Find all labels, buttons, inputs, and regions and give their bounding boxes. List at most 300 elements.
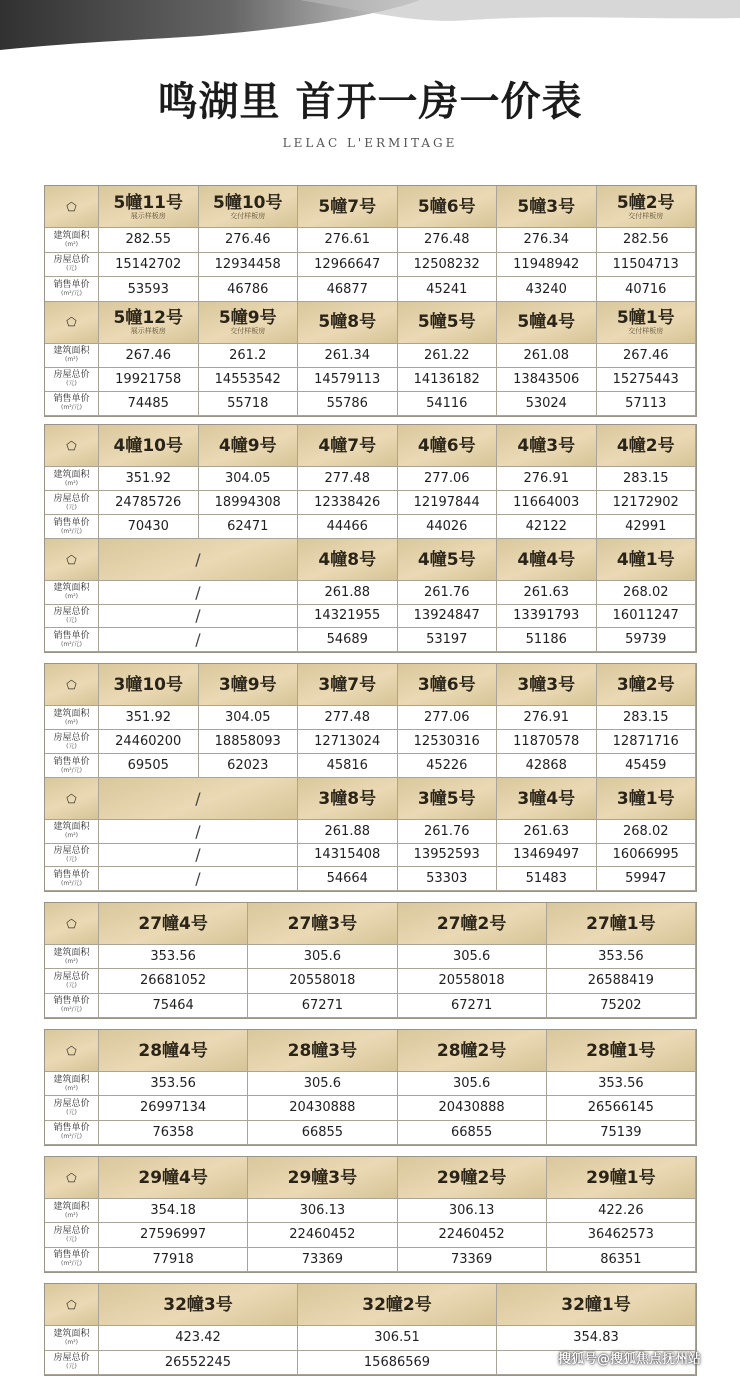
row-label-text: 建筑面积 [53,469,90,480]
unit-price-row [45,515,696,539]
row-label-unit: (元) [66,380,77,388]
row-label-unit: (元) [66,1363,77,1371]
row-label [45,1072,99,1096]
value-cell: 261.63 [497,820,597,844]
total-price-row [45,730,696,754]
header-row [45,903,696,945]
value-cell: 15142702 [99,253,199,278]
row-label-text: 建筑面积 [53,1201,90,1212]
value-cell: 43240 [497,277,597,302]
house-name: 29幢4号 [138,1167,208,1188]
value-cell: 42122 [497,515,597,539]
row-label-unit: (m²) [65,832,78,840]
value-cell: 306.13 [248,1199,397,1223]
row-label-unit: (m²) [65,1211,78,1219]
value-cell: 282.56 [597,228,697,253]
row-label [45,945,99,969]
area-row [45,467,696,491]
pentagon-icon [45,186,99,228]
value-cell: 22460452 [248,1223,397,1247]
value-cell: 77918 [99,1248,248,1272]
value-cell: 261.88 [298,820,398,844]
house-name: 3幢2号 [616,674,675,695]
header-row [45,186,696,228]
row-label-unit: (m²) [65,356,78,364]
house-header [497,664,597,706]
value-cell: 14321955 [298,605,398,629]
house-header [298,778,398,820]
house-name: 4幢5号 [417,549,476,570]
value-cell: 24460200 [99,730,199,754]
house-header [298,539,398,581]
value-cell: 12871716 [597,730,697,754]
house-name: 29幢3号 [287,1167,358,1188]
row-label [45,1199,99,1223]
row-label-unit: (m²/元) [61,1260,82,1268]
value-cell: 13391793 [497,605,597,629]
value-cell: 62023 [199,754,299,778]
row-label-text: 房屋总价 [53,845,90,856]
value-cell: 13843506 [497,368,597,392]
value-cell: 11948942 [497,253,597,278]
row-label [45,344,99,368]
row-label-text: 销售单价 [53,1123,90,1134]
row-label [45,228,99,253]
house-name: 4幢7号 [318,435,377,456]
area-row [45,706,696,730]
row-label-text: 销售单价 [53,756,90,767]
house-header [199,425,299,467]
header-row [45,1030,696,1072]
area-row [45,1326,696,1351]
pentagon-icon [45,425,99,467]
value-cell: 277.06 [398,706,498,730]
house-name: 27幢3号 [287,913,358,934]
pentagon-icon-glyph: ⬠ [66,677,77,692]
row-label [45,581,99,605]
house-header [398,539,498,581]
row-label-unit: (元) [66,503,77,511]
value-cell: 276.46 [199,228,299,253]
row-label-unit: (元) [66,1108,77,1116]
house-header [398,1030,547,1072]
row-label [45,969,99,993]
row-label-unit: (m²/元) [61,404,82,412]
value-cell: 13952593 [398,844,498,868]
value-cell: 73369 [398,1248,547,1272]
house-name: 4幢2号 [616,435,675,456]
pentagon-icon [45,778,99,820]
house-header [497,302,597,344]
house-name: 4幢4号 [517,549,576,570]
row-label [45,1223,99,1247]
row-label-text: 房屋总价 [53,1098,90,1109]
house-header [597,539,697,581]
slash-mark: / [195,606,201,626]
value-cell: 16066995 [597,844,697,868]
row-label-text: 销售单价 [53,630,90,641]
house-name: 5幢8号 [318,312,377,333]
value-cell: 62471 [199,515,299,539]
row-label-unit: (元) [66,1235,77,1243]
house-header [398,1157,547,1199]
house-header [99,1157,248,1199]
row-label-unit: (m²) [65,479,78,487]
value-cell: 45816 [298,754,398,778]
house-name: 5幢10号 [213,192,283,213]
value-cell: 267.46 [99,344,199,368]
value-cell: 26997134 [99,1096,248,1120]
value-cell: 26566145 [547,1096,696,1120]
house-header [398,425,498,467]
row-label [45,820,99,844]
value-cell: 18994308 [199,491,299,515]
house-name: 3幢7号 [318,674,377,695]
total-price-row [45,1096,696,1120]
house-header [248,1157,397,1199]
page-title: 鸣湖里 首开一房一价表 [157,78,583,125]
house-header [248,1030,397,1072]
value-cell: 54116 [398,392,498,416]
price-table [44,663,697,892]
row-label-text: 销售单价 [53,996,90,1007]
row-label-unit: (m²/元) [61,640,82,648]
slash-mark: / [195,550,201,569]
pentagon-icon-glyph: ⬠ [66,552,77,567]
house-name: 27幢4号 [138,913,208,934]
value-cell: 45226 [398,754,498,778]
row-label [45,253,99,278]
value-cell: 42991 [597,515,697,539]
house-name: 5幢1号 [616,308,675,329]
row-label-text: 房屋总价 [53,971,90,982]
row-label [45,1096,99,1120]
house-name: 28幢1号 [586,1040,656,1061]
row-label [45,994,99,1018]
house-name: 3幢1号 [616,788,675,809]
value-cell: 67271 [248,994,397,1018]
house-header [398,778,498,820]
row-label [45,867,99,891]
slash-mark: / [195,630,201,650]
row-label-unit: (元) [66,855,77,863]
slash-mark: / [195,869,201,889]
value-cell: 20558018 [398,969,547,993]
value-cell: 45241 [398,277,498,302]
value-cell: 76358 [99,1121,248,1145]
house-header [298,425,398,467]
value-cell: 55786 [298,392,398,416]
house-name: 4幢3号 [517,435,576,456]
area-row [45,228,696,253]
house-header [398,186,498,228]
header-row [45,1157,696,1199]
value-cell: 74485 [99,392,199,416]
value-cell: 267.46 [597,344,697,368]
pentagon-icon [45,1284,99,1326]
house-header [99,1030,248,1072]
value-cell: 261.08 [497,344,597,368]
house-name: 29幢1号 [586,1167,656,1188]
house-header [597,778,697,820]
house-header [298,302,398,344]
empty-cell [99,628,298,652]
area-row [45,945,696,969]
pentagon-icon-glyph: ⬠ [66,791,77,806]
value-cell: 261.76 [398,581,498,605]
house-name: 3幢4号 [517,788,576,809]
value-cell: 14315408 [298,844,398,868]
row-label [45,368,99,392]
price-table [44,1156,697,1273]
house-header [298,1284,497,1326]
house-name: 5幢11号 [113,192,183,213]
house-header [99,186,199,228]
page-subtitle: LELAC L'ERMITAGE [282,136,458,150]
value-cell: 26552245 [99,1351,298,1376]
pentagon-icon-glyph: ⬠ [66,199,77,214]
unit-price-row [45,628,696,652]
value-cell: 20558018 [248,969,397,993]
row-label-unit: (m²/元) [61,1133,82,1141]
row-label-unit: (元) [66,742,77,750]
house-header [547,1157,696,1199]
pentagon-icon-glyph: ⬠ [66,438,77,453]
price-table [44,902,697,1019]
house-header [248,903,397,945]
value-cell: 351.92 [99,467,199,491]
row-label-unit: (m²) [65,240,78,248]
house-name: 27幢1号 [586,913,656,934]
row-label [45,1248,99,1272]
total-price-row [45,969,696,993]
house-name: 29幢2号 [436,1167,507,1188]
house-name: 3幢10号 [113,674,183,695]
house-name: 4幢8号 [318,549,377,570]
row-label-text: 建筑面积 [53,1328,90,1339]
value-cell: 55718 [199,392,299,416]
row-label-unit: (m²) [65,718,78,726]
row-label [45,1326,99,1351]
value-cell: 261.2 [199,344,299,368]
house-name: 28幢3号 [287,1040,358,1061]
header-row [45,664,696,706]
house-header [99,664,199,706]
unit-price-row [45,392,696,416]
value-cell: 277.48 [298,467,398,491]
value-cell: 304.05 [199,706,299,730]
house-name: 5幢6号 [417,196,476,217]
pentagon-icon-glyph: ⬠ [66,315,77,330]
row-label-unit: (m²) [65,593,78,601]
price-table [44,1029,697,1146]
value-cell: 283.15 [597,706,697,730]
value-cell: 261.34 [298,344,398,368]
value-cell: 53303 [398,867,498,891]
house-name: 32幢3号 [163,1294,233,1315]
row-label-text: 房屋总价 [53,1225,90,1236]
total-price-row [45,1223,696,1247]
value-cell: 44026 [398,515,498,539]
house-header [497,425,597,467]
house-name: 5幢12号 [113,308,183,329]
value-cell: 261.63 [497,581,597,605]
value-cell: 57113 [597,392,697,416]
value-cell: 36462573 [547,1223,696,1247]
house-name: 3幢5号 [417,788,476,809]
house-name: 3幢9号 [218,674,277,695]
value-cell: 282.55 [99,228,199,253]
house-name: 3幢6号 [417,674,476,695]
value-cell: 12197844 [398,491,498,515]
house-name: 3幢3号 [517,674,576,695]
unit-price-row [45,754,696,778]
value-cell: 305.6 [248,945,397,969]
empty-cell [99,867,298,891]
house-name: 4幢6号 [417,435,476,456]
house-header [597,186,697,228]
empty-cell [99,844,298,868]
value-cell: 54664 [298,867,398,891]
value-cell: 12508232 [398,253,498,278]
area-row [45,1199,696,1223]
value-cell: 69505 [99,754,199,778]
row-label [45,467,99,491]
value-cell: 306.51 [298,1326,497,1351]
house-name: 27幢2号 [436,913,507,934]
value-cell: 305.6 [398,945,547,969]
header-row [45,1284,696,1326]
pentagon-icon [45,664,99,706]
header-row [45,539,696,581]
house-name: 28幢4号 [138,1040,208,1061]
house-header [398,664,498,706]
total-price-row [45,605,696,629]
row-label-text: 销售单价 [53,394,90,405]
value-cell: 27596997 [99,1223,248,1247]
value-cell: 20430888 [248,1096,397,1120]
house-header [99,903,248,945]
row-label-unit: (m²/元) [61,766,82,774]
house-tag: 交付样板房 [230,327,266,336]
row-label [45,844,99,868]
unit-price-row [45,1248,696,1272]
pentagon-icon-glyph: ⬠ [66,1170,77,1185]
value-cell: 276.34 [497,228,597,253]
pentagon-icon [45,539,99,581]
value-cell: 13924847 [398,605,498,629]
row-label [45,628,99,652]
house-name: 5幢2号 [616,192,675,213]
value-cell: 45459 [597,754,697,778]
total-price-row [45,253,696,278]
value-cell: 353.56 [547,945,696,969]
house-header [199,664,299,706]
value-cell: 12338426 [298,491,398,515]
house-header [199,186,299,228]
value-cell: 305.6 [248,1072,397,1096]
house-name: 5幢9号 [218,308,277,329]
house-header [497,778,597,820]
header-row [45,778,696,820]
row-label-unit: (m²/元) [61,290,82,298]
value-cell: 66855 [248,1121,397,1145]
value-cell: 75464 [99,994,248,1018]
house-header [99,1284,298,1326]
row-label [45,1351,99,1376]
row-label [45,754,99,778]
value-cell: 261.88 [298,581,398,605]
value-cell: 277.06 [398,467,498,491]
area-row [45,581,696,605]
value-cell: 26681052 [99,969,248,993]
empty-header-cell [99,539,298,581]
unit-price-row [45,994,696,1018]
value-cell: 67271 [398,994,547,1018]
value-cell: 75202 [547,994,696,1018]
pentagon-icon-glyph: ⬠ [66,916,77,931]
row-label-text: 建筑面积 [53,947,90,958]
value-cell: 11870578 [497,730,597,754]
row-label [45,491,99,515]
value-cell: 261.76 [398,820,498,844]
house-name: 32幢1号 [561,1294,631,1315]
value-cell: 351.92 [99,706,199,730]
value-cell: 40716 [597,277,697,302]
row-label-text: 销售单价 [53,1250,90,1261]
house-tag: 展示样板房 [130,211,166,220]
house-header [298,664,398,706]
value-cell: 44466 [298,515,398,539]
slash-mark: / [195,845,201,865]
value-cell: 12172902 [597,491,697,515]
value-cell: 59739 [597,628,697,652]
value-cell: 26588419 [547,969,696,993]
house-header [597,664,697,706]
pentagon-icon [45,1157,99,1199]
house-name: 4幢10号 [113,435,183,456]
value-cell: 306.13 [398,1199,547,1223]
house-header [597,425,697,467]
row-label-unit: (元) [66,265,77,273]
watermark: 搜狐号@搜狐焦点抚州站 [558,1352,702,1367]
house-header [547,1030,696,1072]
row-label-text: 建筑面积 [53,230,90,241]
value-cell: 14579113 [298,368,398,392]
value-cell: 283.15 [597,467,697,491]
house-name: 5幢3号 [517,196,576,217]
house-header [398,903,547,945]
unit-price-row [45,867,696,891]
row-label [45,605,99,629]
price-table [44,424,697,653]
value-cell: 276.91 [497,706,597,730]
value-cell: 14136182 [398,368,498,392]
value-cell: 20430888 [398,1096,547,1120]
value-cell: 422.26 [547,1199,696,1223]
value-cell: 73369 [248,1248,397,1272]
value-cell: 19921758 [99,368,199,392]
value-cell: 53197 [398,628,498,652]
house-name: 5幢7号 [318,196,377,217]
value-cell: 46786 [199,277,299,302]
row-label-text: 建筑面积 [53,583,90,594]
value-cell: 59947 [597,867,697,891]
pentagon-icon-glyph: ⬠ [66,1043,77,1058]
pentagon-icon [45,1030,99,1072]
value-cell: 276.48 [398,228,498,253]
price-table [44,185,697,417]
